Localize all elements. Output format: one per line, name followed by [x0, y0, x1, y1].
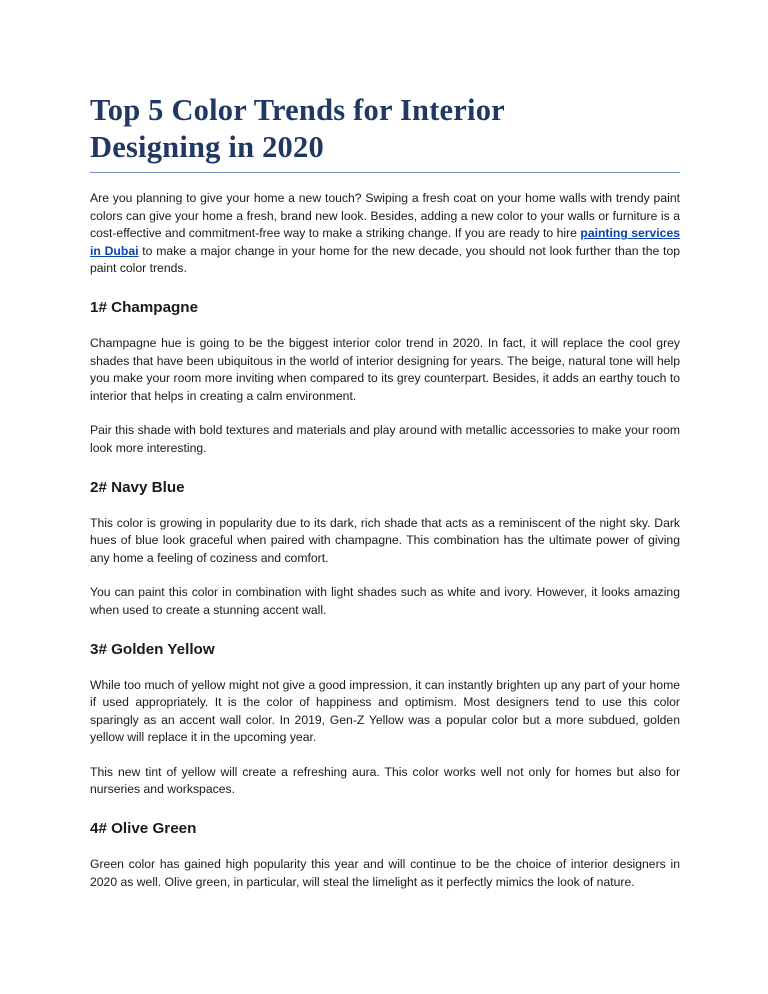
heading-navy-blue: 2# Navy Blue: [90, 478, 185, 496]
golden-yellow-paragraph-2: This new tint of yellow will create a refreshing aura. This color works well not only for homes but also for nurseries and workspaces.: [90, 764, 680, 797]
navy-blue-paragraph-1: This color is growing in popularity due to its dark, rich shade that acts as a reminiscent of the night sky. Dark hues of blue look graceful when paired with champagne. This combination has the ultimate power of giving any home a feeling of coziness and comfort.: [90, 515, 680, 565]
intro-paragraph: [90, 190, 680, 278]
navy-blue-paragraph-2: You can paint this color in combination with light shades such as white and ivory. However, it looks amazing when used to create a stunning accent wall.: [90, 585, 680, 617]
title-line-1: Top 5 Color Trends for Interior: [90, 93, 505, 127]
heading-olive-green: 4# Olive Green: [90, 820, 197, 838]
page-title: [90, 92, 680, 173]
intro-text-before: Are you planning to give your home a new touch? Swiping a fresh coat on your home walls with trendy paint colors can give your home a fresh, brand new look. Besides, adding a new color to your walls or furniture is a cost-effective and commitment-free way to make a striking change. If you are ready to hire: [90, 191, 680, 241]
painting-services-link[interactable]: painting services in Dubai: [90, 226, 681, 258]
champagne-paragraph-1: Champagne hue is going to be the biggest interior color trend in 2020. In fact, it will replace the cool grey shades that have been ubiquitous in the world of interior designing for years. The beige, natural tone will help you make your room more inviting when compared to its grey counterpart. Besides, it adds an earthy touch to interior that helps in creating a calm environment.: [90, 335, 680, 403]
olive-green-paragraph-1: Green color has gained high popularity this year and will continue to be the choice of interior designers in 2020 as well. Olive green, in particular, will steal the limelight as it perfectly mimics the look of nature.: [90, 857, 680, 889]
document-page: [90, 92, 680, 891]
heading-golden-yellow: 3# Golden Yellow: [90, 640, 215, 658]
golden-yellow-paragraph-1: While too much of yellow might not give a good impression, it can instantly brighten up any part of your home if used appropriately. It is the color of happiness and optimism. Most designers tend to use this color sparingly as an accent wall color. In 2019, Gen-Z Yellow was a popular color but a more subdued, golden yellow will replace it in the upcoming year.: [90, 677, 680, 745]
intro-text-after: to make a major change in your home for the new decade, you should not look further than the top paint color trends.: [90, 243, 680, 276]
champagne-paragraph-2: Pair this shade with bold textures and materials and play around with metallic accessories to make your room look more interesting.: [90, 423, 680, 455]
heading-champagne: 1# Champagne: [90, 298, 199, 316]
title-line-2: Designing in 2020: [90, 130, 324, 164]
